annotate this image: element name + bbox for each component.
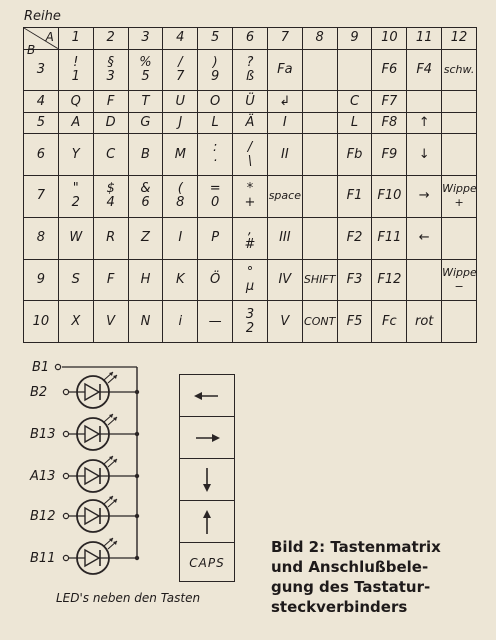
junction-dot	[135, 474, 139, 478]
cell-text: V	[106, 313, 116, 329]
matrix-cell	[302, 176, 337, 218]
cell-text: Ä	[245, 115, 255, 131]
matrix-cell	[267, 259, 302, 301]
matrix-row	[24, 91, 477, 113]
cell-text: →	[418, 188, 430, 204]
pin-terminal	[63, 431, 68, 436]
matrix-cell	[407, 301, 442, 343]
cell-text: H	[140, 271, 151, 287]
matrix-cell	[233, 49, 268, 91]
matrix-cell	[163, 176, 198, 218]
matrix-cell	[163, 217, 198, 259]
matrix-cell	[372, 176, 407, 218]
cell-text: %	[139, 54, 152, 70]
matrix-cell	[198, 134, 233, 176]
matrix-cell	[198, 217, 233, 259]
cell-text: R	[106, 230, 116, 246]
matrix-cell	[302, 49, 337, 91]
matrix-cell	[442, 259, 477, 301]
matrix-cell	[407, 217, 442, 259]
cell-text: IV	[278, 271, 292, 287]
cell-text: C	[106, 146, 116, 162]
row-header-4: 4	[24, 91, 59, 113]
pin-label: B13	[30, 427, 56, 442]
cell-text: F8	[381, 115, 398, 131]
matrix-cell	[58, 301, 93, 343]
matrix-cell	[302, 259, 337, 301]
led-diode	[29, 456, 139, 492]
cell-text: A	[71, 115, 81, 131]
pin-terminal	[63, 555, 68, 560]
matrix-cell	[442, 176, 477, 218]
matrix-cell	[163, 49, 198, 91]
column-header-5: 5	[198, 28, 233, 50]
cell-text: CONT	[304, 314, 336, 328]
cell-text: P	[211, 230, 220, 246]
matrix-cell	[233, 112, 268, 134]
matrix-cell	[233, 301, 268, 343]
cell-text: i	[178, 313, 183, 329]
matrix-cell	[198, 301, 233, 343]
cell-text: Q	[70, 93, 81, 109]
cell-text: :	[212, 139, 218, 155]
cell-text: Wippe	[442, 265, 477, 279]
matrix-row	[24, 134, 477, 176]
cell-text: F4	[416, 61, 433, 77]
matrix-cell	[163, 134, 198, 176]
matrix-cell	[337, 259, 372, 301]
cell-text: ,	[247, 223, 253, 239]
matrix-cell	[267, 176, 302, 218]
matrix-cell	[372, 259, 407, 301]
matrix-cell	[128, 49, 163, 91]
key-symbol-box	[180, 417, 234, 459]
cell-text: F	[106, 93, 115, 109]
matrix-cell	[372, 49, 407, 91]
pin-label: A13	[30, 469, 56, 484]
column-header-6: 6	[233, 28, 268, 50]
cell-text: schw.	[443, 62, 475, 76]
cell-text: 4	[106, 195, 115, 211]
corner-row-label: B	[27, 43, 36, 57]
key-symbol-box	[180, 501, 234, 543]
matrix-cell	[93, 301, 128, 343]
pin-terminal	[63, 513, 68, 518]
cell-text: !	[73, 54, 79, 70]
matrix-cell	[442, 49, 477, 91]
matrix-cell	[163, 91, 198, 113]
matrix-cell	[93, 134, 128, 176]
cell-text: *	[246, 181, 254, 197]
matrix-cell	[442, 112, 477, 134]
cell-text: F5	[346, 313, 363, 329]
cell-text: Wippe	[442, 182, 477, 196]
cell-text: (	[177, 181, 183, 197]
cell-text: ?	[246, 54, 254, 70]
matrix-cell	[302, 301, 337, 343]
matrix-row	[24, 301, 477, 343]
matrix-cell	[337, 217, 372, 259]
cell-text: ←	[418, 230, 430, 246]
cell-text: Fa	[277, 61, 293, 77]
cell-text: F1	[346, 188, 363, 204]
figure-caption	[271, 537, 441, 617]
column-header-7: 7	[267, 28, 302, 50]
row-header-6: 6	[24, 134, 59, 176]
matrix-cell	[267, 49, 302, 91]
cell-text: −	[454, 279, 464, 293]
matrix-cell	[372, 112, 407, 134]
key-symbol-box	[180, 375, 234, 417]
matrix-cell	[128, 301, 163, 343]
led-diode	[30, 538, 139, 574]
cell-text: L	[211, 115, 219, 131]
matrix-cell	[233, 217, 268, 259]
matrix-cell	[198, 176, 233, 218]
matrix-cell	[128, 112, 163, 134]
matrix-cell	[93, 91, 128, 113]
cell-text: #	[244, 237, 256, 253]
cell-text: ↑	[418, 115, 430, 131]
pin-label: B11	[30, 551, 56, 566]
matrix-cell	[93, 49, 128, 91]
cell-text: F	[106, 271, 115, 287]
caps-label: CAPS	[189, 555, 225, 570]
matrix-cell	[302, 91, 337, 113]
column-header-4: 4	[163, 28, 198, 50]
matrix-cell	[267, 91, 302, 113]
matrix-cell	[302, 134, 337, 176]
corner-cell	[24, 28, 59, 57]
cell-text: Fb	[346, 146, 363, 162]
junction-dot	[135, 514, 139, 518]
matrix-cell	[407, 49, 442, 91]
pin-terminal	[63, 473, 68, 478]
cell-text: M	[174, 146, 186, 162]
left-arrow-icon	[190, 381, 224, 411]
matrix-row	[24, 112, 477, 134]
matrix-cell	[302, 217, 337, 259]
cell-text: ↲	[279, 93, 291, 109]
junction-dot	[135, 556, 139, 560]
cell-text: K	[176, 271, 185, 287]
cell-text: 0	[211, 195, 220, 211]
matrix-row	[24, 49, 477, 91]
key-symbol-box	[180, 543, 234, 582]
cell-text: §	[107, 54, 114, 70]
matrix-cell	[198, 259, 233, 301]
matrix-cell	[442, 217, 477, 259]
arrow-keys-column	[179, 374, 235, 582]
cell-text: F11	[377, 230, 402, 246]
cell-text: O	[210, 93, 221, 109]
matrix-cell	[93, 217, 128, 259]
junction-dot	[135, 390, 139, 394]
matrix-cell	[337, 301, 372, 343]
right-arrow-icon	[190, 423, 224, 453]
cell-text: F7	[381, 93, 398, 109]
matrix-cell	[337, 91, 372, 113]
row-header-8: 8	[24, 217, 59, 259]
matrix-cell	[128, 259, 163, 301]
cell-text: &	[140, 181, 151, 197]
cell-text: 2	[245, 320, 255, 336]
cell-text: II	[280, 146, 289, 162]
matrix-cell	[337, 49, 372, 91]
row-header-3: 3	[24, 49, 59, 91]
cell-text: S	[71, 271, 80, 287]
cell-text: I	[282, 115, 287, 131]
matrix-cell	[302, 112, 337, 134]
cell-text: SHIFT	[303, 272, 336, 286]
matrix-cell	[233, 134, 268, 176]
cell-text: /	[247, 139, 253, 155]
reihe-label: Reihe	[24, 9, 61, 24]
matrix-cell	[93, 176, 128, 218]
led-diode-schematic	[0, 350, 160, 590]
cell-text: D	[105, 115, 116, 131]
cell-text: 2	[71, 195, 80, 211]
cell-text: ·	[213, 153, 218, 169]
row-header-10: 10	[24, 301, 59, 343]
matrix-cell	[128, 134, 163, 176]
cell-text: III	[279, 230, 291, 246]
cell-text: 8	[176, 195, 185, 211]
matrix-cell	[233, 259, 268, 301]
cell-text: I	[178, 230, 183, 246]
cell-text: F6	[381, 61, 398, 77]
cell-text: "	[72, 181, 79, 197]
cell-text: T	[141, 93, 150, 109]
cell-text: 5	[141, 68, 150, 84]
cell-text: μ	[245, 278, 255, 294]
row-header-5: 5	[24, 112, 59, 134]
cell-text: /	[178, 54, 183, 70]
matrix-cell	[128, 217, 163, 259]
pin-label-b1: B1	[32, 360, 50, 375]
matrix-cell	[267, 217, 302, 259]
matrix-cell	[163, 259, 198, 301]
cell-text: N	[140, 313, 151, 329]
cell-text: V	[280, 313, 290, 329]
cell-text: 3	[245, 306, 255, 322]
matrix-cell	[442, 91, 477, 113]
cell-text: W	[69, 230, 83, 246]
matrix-cell	[93, 112, 128, 134]
corner-col-label: A	[45, 30, 54, 44]
matrix-cell	[198, 91, 233, 113]
pin-terminal	[63, 389, 68, 394]
key-matrix-table	[23, 27, 477, 343]
cell-text: G	[140, 115, 151, 131]
cell-text: J	[178, 115, 183, 131]
led-diode	[30, 496, 139, 532]
matrix-cell	[128, 176, 163, 218]
matrix-cell	[407, 134, 442, 176]
matrix-cell	[233, 91, 268, 113]
cell-text: 6	[141, 195, 150, 211]
cell-text: 3	[106, 68, 115, 84]
cell-text: X	[71, 313, 81, 329]
cell-text: space	[268, 189, 301, 203]
cell-text: B	[140, 146, 150, 162]
pin-terminal	[55, 364, 60, 369]
matrix-cell	[372, 134, 407, 176]
cell-text: Fc	[382, 313, 397, 329]
matrix-cell	[267, 134, 302, 176]
matrix-cell	[407, 112, 442, 134]
pin-label: B2	[30, 385, 48, 400]
cell-text: )	[212, 54, 218, 70]
cell-text: U	[175, 93, 186, 109]
column-header-8: 8	[302, 28, 337, 50]
matrix-cell	[198, 49, 233, 91]
matrix-cell	[267, 112, 302, 134]
matrix-cell	[372, 301, 407, 343]
cell-text: Z	[141, 230, 150, 246]
cell-text: F9	[381, 146, 398, 162]
matrix-cell	[407, 259, 442, 301]
cell-text: Y	[71, 146, 80, 162]
column-header-2: 2	[93, 28, 128, 50]
row-header-7: 7	[24, 176, 59, 218]
matrix-cell	[58, 91, 93, 113]
cell-text: —	[208, 313, 222, 329]
matrix-cell	[337, 134, 372, 176]
matrix-cell	[58, 112, 93, 134]
cell-text: Ö	[210, 271, 221, 287]
column-header-12: 12	[442, 28, 477, 50]
cell-text: F2	[346, 230, 363, 246]
column-header-11: 11	[407, 28, 442, 50]
matrix-cell	[128, 91, 163, 113]
matrix-cell	[58, 217, 93, 259]
matrix-cell	[163, 301, 198, 343]
caption-line: Bild 2: Tastenmatrix	[271, 538, 441, 556]
matrix-cell	[58, 49, 93, 91]
column-header-3: 3	[128, 28, 163, 50]
cell-text: Ü	[245, 93, 255, 109]
cell-text: =	[209, 181, 221, 197]
cell-text: +	[454, 196, 464, 210]
matrix-cell	[58, 176, 93, 218]
led-diode	[30, 372, 139, 408]
leds-caption: LED's neben den Tasten	[56, 591, 201, 605]
row-header-9: 9	[24, 259, 59, 301]
cell-text: F3	[346, 271, 363, 287]
caption-line: und Anschlußbele-	[271, 558, 429, 576]
matrix-row	[24, 176, 477, 218]
matrix-cell	[337, 112, 372, 134]
cell-text: 1	[71, 68, 80, 84]
key-symbol-box	[180, 459, 234, 501]
matrix-cell	[407, 91, 442, 113]
matrix-row	[24, 259, 477, 301]
cell-text: +	[244, 195, 256, 211]
column-header-9: 9	[337, 28, 372, 50]
matrix-cell	[58, 259, 93, 301]
cell-text: 7	[176, 68, 185, 84]
cell-text: L	[350, 115, 359, 131]
cell-text: °	[246, 264, 254, 280]
cell-text: ↓	[418, 146, 430, 162]
cell-text: rot	[415, 313, 434, 329]
matrix-cell	[407, 176, 442, 218]
cell-text: F12	[377, 271, 402, 287]
cell-text: $	[106, 181, 115, 197]
cell-text: F10	[377, 188, 402, 204]
caption-line: steckverbinders	[271, 598, 408, 616]
matrix-row	[24, 217, 477, 259]
matrix-cell	[93, 259, 128, 301]
matrix-cell	[337, 176, 372, 218]
matrix-cell	[442, 134, 477, 176]
caption-line: gung des Tastatur-	[271, 578, 431, 596]
matrix-cell	[198, 112, 233, 134]
cell-text: 9	[211, 68, 220, 84]
matrix-cell	[163, 112, 198, 134]
cell-text: C	[349, 93, 360, 109]
column-header-10: 10	[372, 28, 407, 50]
column-header-row	[24, 28, 477, 50]
cell-text: ß	[245, 68, 255, 84]
up-arrow-icon	[190, 507, 224, 537]
matrix-cell	[58, 134, 93, 176]
matrix-cell	[233, 176, 268, 218]
column-header-1: 1	[58, 28, 93, 50]
matrix-cell	[372, 91, 407, 113]
led-diode	[30, 414, 139, 450]
junction-dot	[135, 432, 139, 436]
matrix-cell	[372, 217, 407, 259]
cell-text: \	[247, 153, 253, 169]
down-arrow-icon	[190, 465, 224, 495]
matrix-cell	[442, 301, 477, 343]
matrix-cell	[267, 301, 302, 343]
pin-label: B12	[30, 509, 56, 524]
